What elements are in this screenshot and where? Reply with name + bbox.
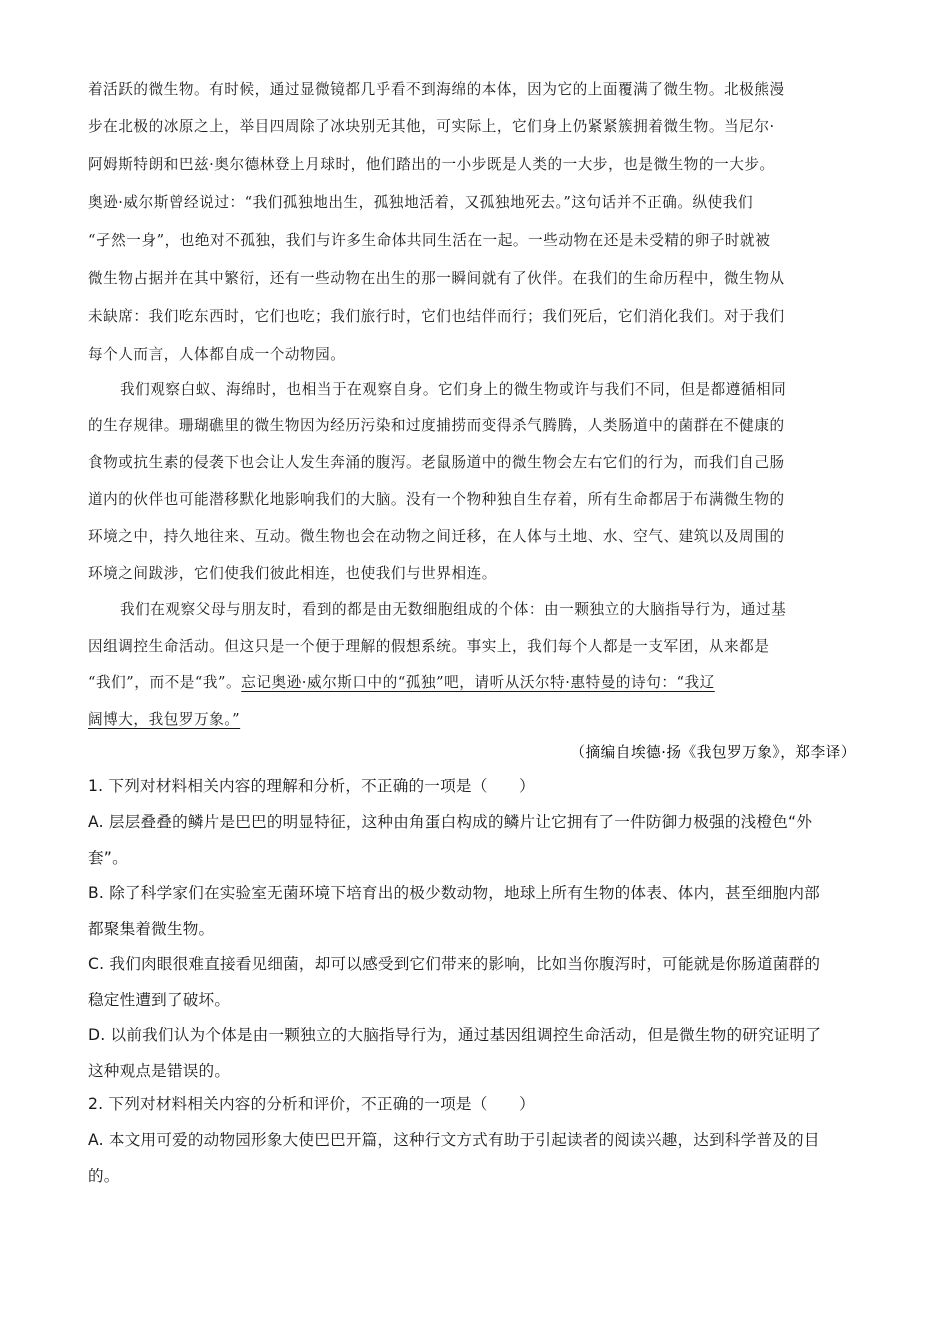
text-line: 环境之中，持久地往来、互动。微生物也会在动物之间迁移，在人体与土地、水、空气、建筑以及周围的 — [88, 528, 785, 545]
text-line: 环境之间跋涉，它们使我们彼此相连，也使我们与世界相连。 — [88, 565, 497, 582]
text-line: 的生存规律。珊瑚礁里的微生物因为经历污染和过度捕捞而变得杀气腾腾，人类肠道中的菌群在不健康的 — [88, 417, 785, 434]
option-a-cont: 套”。 — [88, 849, 128, 867]
source-citation: （摘编自埃德·扬《我包罗万象》，郑李译） — [570, 744, 856, 761]
option-b: B. 除了科学家们在实验室无菌环境下培育出的极少数动物，地球上所有生物的体表、体内，甚至细胞内部 — [88, 884, 820, 902]
text-line — [88, 708, 240, 729]
text-line: “孑然一身”，也绝对不孤独，我们与许多生命体共同生活在一起。一些动物在还是未受精的卵子时就被 — [88, 232, 771, 249]
text-line: 我们在观察父母与朋友时，看到的都是由无数细胞组成的个体：由一颗独立的大脑指导行为，通过基 — [120, 601, 787, 618]
text-line: 食物或抗生素的侵袭下也会让人发生奔涌的腹泻。老鼠肠道中的微生物会左右它们的行为，而我们自己肠 — [88, 454, 785, 471]
text-line: 着活跃的微生物。有时候，通过显微镜都几乎看不到海绵的本体，因为它的上面覆满了微生物。北极熊漫 — [88, 81, 785, 98]
underlined-quote: 阔博大，我包罗万象。” — [88, 711, 241, 728]
underlined-quote: 忘记奥逊·威尔斯口中的“孤独”吧，请听从沃尔特·惠特曼的诗句：“我辽 — [241, 674, 715, 691]
text-line: 阿姆斯特朗和巴兹·奥尔德林登上月球时，他们踏出的一小步既是人类的一大步，也是微生物的一大步。 — [88, 156, 775, 173]
option-a: A. 本文用可爱的动物园形象大使巴巴开篇，这种行文方式有助于引起读者的阅读兴趣，达到科学普及的目 — [88, 1131, 820, 1149]
text-line: 未缺席：我们吃东西时，它们也吃；我们旅行时，它们也结伴而行；我们死后，它们消化我们。对于我们 — [88, 308, 785, 325]
text-plain: “我们”，而不是“我”。 — [88, 674, 242, 691]
text-line — [88, 671, 715, 692]
text-line: 我们观察白蚁、海绵时，也相当于在观察自身。它们身上的微生物或许与我们不同，但是都遵循相同 — [120, 381, 787, 398]
text-line: 每个人而言，人体都自成一个动物园。 — [88, 346, 346, 363]
option-a: A. 层层叠叠的鳞片是巴巴的明显特征，这种由角蛋白构成的鳞片让它拥有了一件防御力极强的浅橙色“外 — [88, 813, 813, 831]
text-line: 因组调控生命活动。但这只是一个便于理解的假想系统。事实上，我们每个人都是一支军团，从来都是 — [88, 638, 770, 655]
option-d: D. 以前我们认为个体是由一颗独立的大脑指导行为，通过基因组调控生命活动，但是微生物的研究证明了 — [88, 1026, 822, 1044]
text-line: 微生物占据并在其中繁衍，还有一些动物在出生的那一瞬间就有了伙伴。在我们的生命历程中，微生物从 — [88, 270, 785, 287]
text-line: 道内的伙伴也可能潜移默化地影响我们的大脑。没有一个物种独自生存着，所有生命都居于布满微生物的 — [88, 491, 785, 508]
question-stem: 2. 下列对材料相关内容的分析和评价，不正确的一项是（ ） — [88, 1095, 535, 1113]
option-a-cont: 的。 — [88, 1167, 120, 1185]
option-c-cont: 稳定性遭到了破坏。 — [88, 991, 231, 1009]
option-d-cont: 这种观点是错误的。 — [88, 1062, 231, 1080]
text-line: 步在北极的冰原之上，举目四周除了冰块别无其他，可实际上，它们身上仍紧紧簇拥着微生物。当尼尔· — [88, 118, 775, 135]
question-stem: 1. 下列对材料相关内容的理解和分析，不正确的一项是（ ） — [88, 777, 535, 795]
option-c: C. 我们肉眼很难直接看见细菌，却可以感受到它们带来的影响，比如当你腹泻时，可能就是你肠道菌群的 — [88, 955, 821, 973]
option-b-cont: 都聚集着微生物。 — [88, 920, 215, 938]
text-line: 奥逊·威尔斯曾经说过：“我们孤独地出生，孤独地活着，又孤独地死去。”这句话并不正确。纵使我们 — [88, 194, 754, 211]
